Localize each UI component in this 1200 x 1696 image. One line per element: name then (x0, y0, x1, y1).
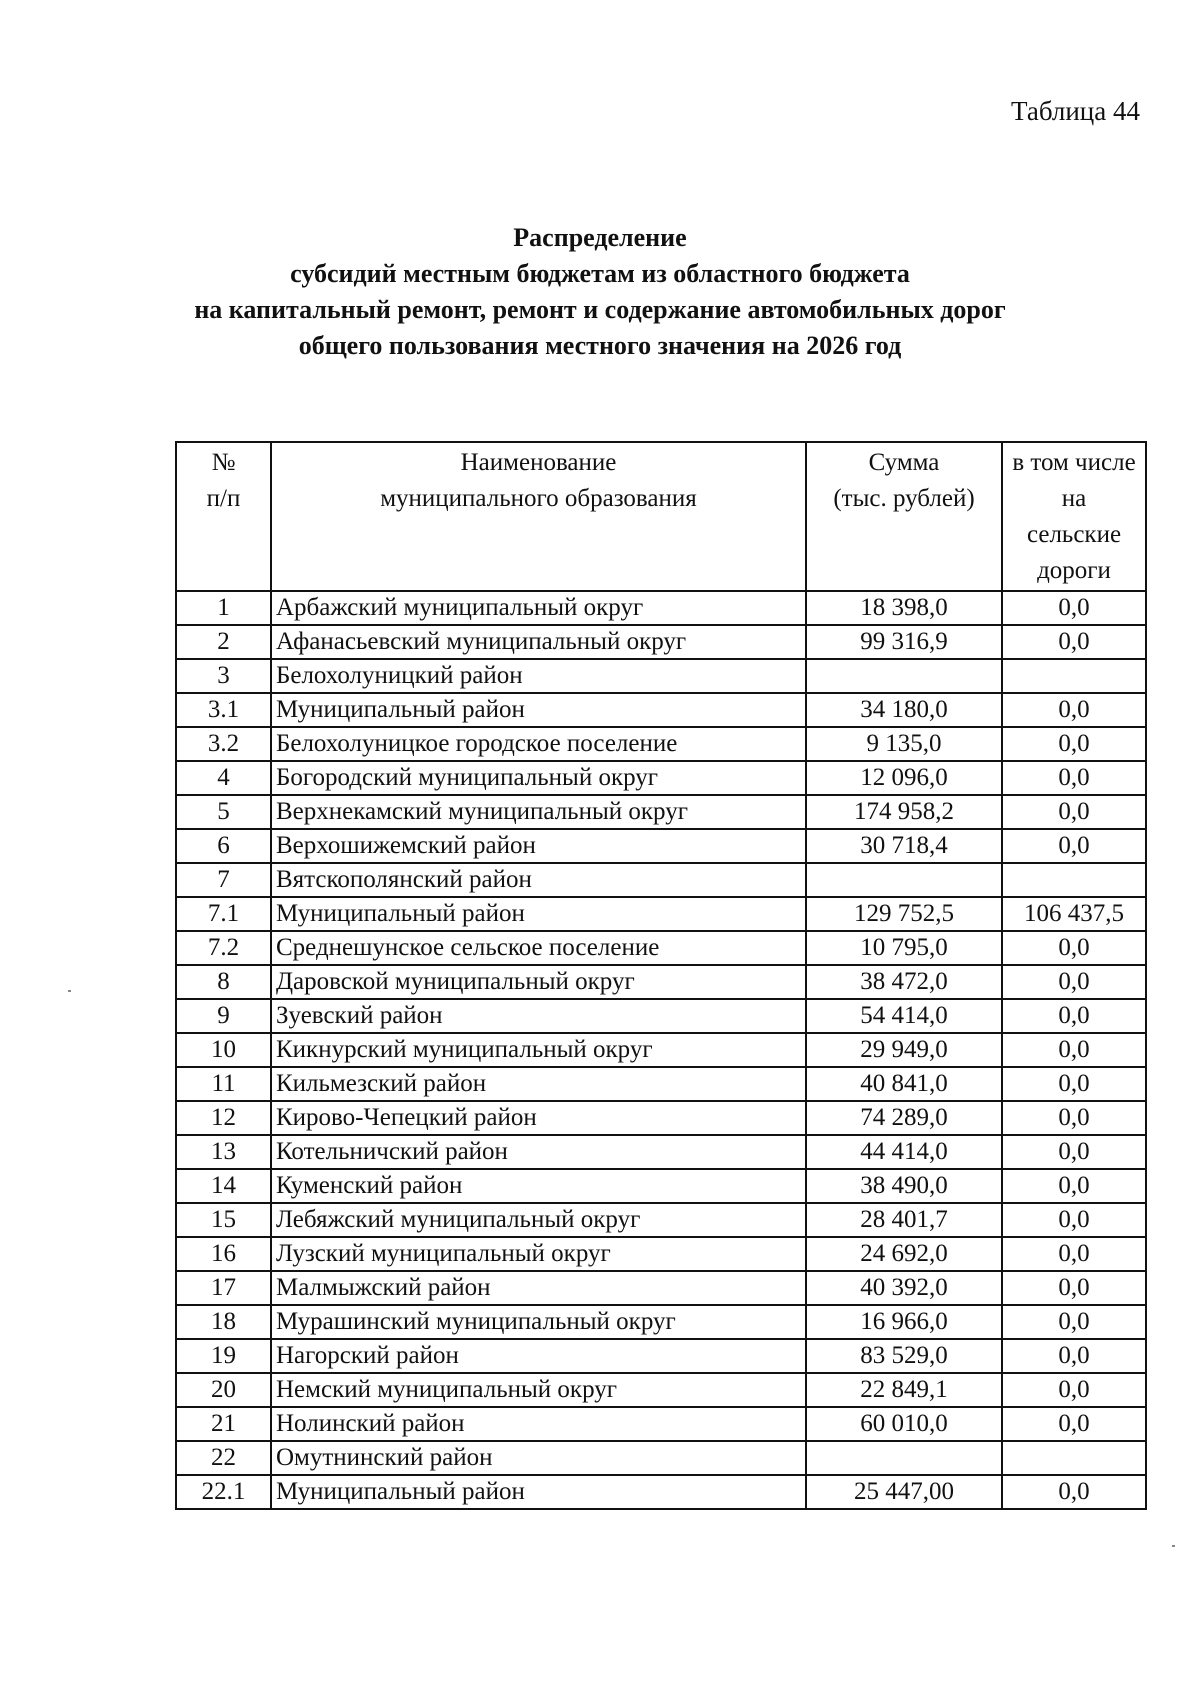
amount-rural-roads: 0,0 (1002, 1271, 1146, 1305)
row-number: 10 (176, 1033, 271, 1067)
amount-rural-roads: 0,0 (1002, 1203, 1146, 1237)
municipality-name: Белохолуницкое городское поселение (271, 727, 806, 761)
municipality-name: Мурашинский муниципальный округ (271, 1305, 806, 1339)
amount-total: 129 752,5 (806, 897, 1002, 931)
amount-total: 40 841,0 (806, 1067, 1002, 1101)
municipality-name: Афанасьевский муниципальный округ (271, 625, 806, 659)
table-row (176, 1101, 1146, 1135)
document-title (0, 220, 1200, 364)
row-number: 19 (176, 1339, 271, 1373)
table-row (176, 727, 1146, 761)
scan-speck (1172, 1545, 1175, 1547)
table-row (176, 863, 1146, 897)
row-number: 8 (176, 965, 271, 999)
table-row (176, 1271, 1146, 1305)
municipality-name: Нагорский район (271, 1339, 806, 1373)
municipality-name: Муниципальный район (271, 897, 806, 931)
amount-total: 29 949,0 (806, 1033, 1002, 1067)
table-row (176, 795, 1146, 829)
row-number: 7.1 (176, 897, 271, 931)
amount-total: 12 096,0 (806, 761, 1002, 795)
amount-rural-roads: 0,0 (1002, 625, 1146, 659)
row-number: 12 (176, 1101, 271, 1135)
municipality-name: Муниципальный район (271, 693, 806, 727)
municipality-name: Зуевский район (271, 999, 806, 1033)
table-row (176, 1373, 1146, 1407)
row-number: 16 (176, 1237, 271, 1271)
amount-total (806, 863, 1002, 897)
amount-rural-roads: 0,0 (1002, 1373, 1146, 1407)
row-number: 7 (176, 863, 271, 897)
municipality-name: Богородский муниципальный округ (271, 761, 806, 795)
row-number: 20 (176, 1373, 271, 1407)
municipality-name: Даровской муниципальный округ (271, 965, 806, 999)
municipality-name: Среднешунское сельское поселение (271, 931, 806, 965)
table-row (176, 1169, 1146, 1203)
row-number: 14 (176, 1169, 271, 1203)
table-row (176, 1067, 1146, 1101)
row-number: 2 (176, 625, 271, 659)
municipality-name: Лебяжский муниципальный округ (271, 1203, 806, 1237)
table-body (176, 591, 1146, 1509)
table-row (176, 1475, 1146, 1509)
municipality-name: Вятскополянский район (271, 863, 806, 897)
municipality-name: Малмыжский район (271, 1271, 806, 1305)
municipality-name: Немский муниципальный округ (271, 1373, 806, 1407)
municipality-name: Омутнинский район (271, 1441, 806, 1475)
table-row (176, 761, 1146, 795)
municipality-name: Кирово-Чепецкий район (271, 1101, 806, 1135)
amount-rural-roads (1002, 1441, 1146, 1475)
amount-total: 34 180,0 (806, 693, 1002, 727)
amount-rural-roads: 0,0 (1002, 1101, 1146, 1135)
row-number: 13 (176, 1135, 271, 1169)
table-row (176, 1033, 1146, 1067)
table-row (176, 897, 1146, 931)
amount-total: 99 316,9 (806, 625, 1002, 659)
municipality-name: Арбажский муниципальный округ (271, 591, 806, 625)
row-number: 3.1 (176, 693, 271, 727)
subsidy-distribution-table (175, 441, 1147, 1510)
table-row (176, 829, 1146, 863)
row-number: 18 (176, 1305, 271, 1339)
row-number: 1 (176, 591, 271, 625)
amount-rural-roads: 0,0 (1002, 761, 1146, 795)
table-row (176, 1237, 1146, 1271)
row-number: 15 (176, 1203, 271, 1237)
row-number: 22 (176, 1441, 271, 1475)
row-number: 22.1 (176, 1475, 271, 1509)
table-row (176, 1339, 1146, 1373)
amount-rural-roads: 0,0 (1002, 965, 1146, 999)
amount-rural-roads: 0,0 (1002, 1169, 1146, 1203)
amount-rural-roads: 0,0 (1002, 999, 1146, 1033)
title-line: субсидий местным бюджетам из областного бюджета (290, 259, 910, 288)
table-row (176, 591, 1146, 625)
row-number: 4 (176, 761, 271, 795)
row-number: 9 (176, 999, 271, 1033)
table-row (176, 1441, 1146, 1475)
amount-rural-roads: 0,0 (1002, 1407, 1146, 1441)
amount-rural-roads: 0,0 (1002, 795, 1146, 829)
amount-total: 44 414,0 (806, 1135, 1002, 1169)
row-number: 5 (176, 795, 271, 829)
title-line: общего пользования местного значения на 2026 год (298, 331, 902, 360)
title-line: Распределение (513, 223, 687, 252)
table-row (176, 1407, 1146, 1441)
municipality-name: Кикнурский муниципальный округ (271, 1033, 806, 1067)
municipality-name: Лузский муниципальный округ (271, 1237, 806, 1271)
table-row (176, 965, 1146, 999)
row-number: 3 (176, 659, 271, 693)
table-row (176, 1135, 1146, 1169)
amount-total: 9 135,0 (806, 727, 1002, 761)
row-number: 21 (176, 1407, 271, 1441)
amount-total: 16 966,0 (806, 1305, 1002, 1339)
amount-rural-roads: 0,0 (1002, 727, 1146, 761)
amount-rural-roads: 0,0 (1002, 693, 1146, 727)
amount-total: 30 718,4 (806, 829, 1002, 863)
amount-rural-roads: 0,0 (1002, 1067, 1146, 1101)
row-number: 7.2 (176, 931, 271, 965)
column-header-sum: Сумма (тыс. рублей) (806, 442, 1002, 591)
municipality-name: Кильмезский район (271, 1067, 806, 1101)
amount-total: 38 490,0 (806, 1169, 1002, 1203)
amount-rural-roads: 0,0 (1002, 1475, 1146, 1509)
amount-total: 174 958,2 (806, 795, 1002, 829)
row-number: 11 (176, 1067, 271, 1101)
table-row (176, 999, 1146, 1033)
amount-total: 54 414,0 (806, 999, 1002, 1033)
row-number: 3.2 (176, 727, 271, 761)
column-header-number: № п/п (176, 442, 271, 591)
row-number: 6 (176, 829, 271, 863)
amount-total: 18 398,0 (806, 591, 1002, 625)
table-row (176, 693, 1146, 727)
amount-total: 22 849,1 (806, 1373, 1002, 1407)
municipality-name: Нолинский район (271, 1407, 806, 1441)
table-number-label: Таблица 44 (1011, 96, 1140, 126)
amount-total: 40 392,0 (806, 1271, 1002, 1305)
amount-rural-roads: 0,0 (1002, 931, 1146, 965)
amount-total (806, 659, 1002, 693)
scan-speck (68, 990, 71, 992)
amount-total: 74 289,0 (806, 1101, 1002, 1135)
amount-rural-roads: 0,0 (1002, 1305, 1146, 1339)
amount-rural-roads: 0,0 (1002, 1135, 1146, 1169)
amount-rural-roads: 106 437,5 (1002, 897, 1146, 931)
amount-rural-roads: 0,0 (1002, 1237, 1146, 1271)
amount-rural-roads: 0,0 (1002, 1033, 1146, 1067)
municipality-name: Куменский район (271, 1169, 806, 1203)
amount-total (806, 1441, 1002, 1475)
amount-total: 10 795,0 (806, 931, 1002, 965)
amount-total: 83 529,0 (806, 1339, 1002, 1373)
amount-total: 60 010,0 (806, 1407, 1002, 1441)
title-line: на капитальный ремонт, ремонт и содержание автомобильных дорог (194, 295, 1006, 324)
municipality-name: Белохолуницкий район (271, 659, 806, 693)
amount-total: 24 692,0 (806, 1237, 1002, 1271)
row-number: 17 (176, 1271, 271, 1305)
table-row (176, 625, 1146, 659)
municipality-name: Верхошижемский район (271, 829, 806, 863)
municipality-name: Котельничский район (271, 1135, 806, 1169)
amount-total: 25 447,00 (806, 1475, 1002, 1509)
column-header-name: Наименование муниципального образования (271, 442, 806, 591)
table-row (176, 659, 1146, 693)
amount-total: 38 472,0 (806, 965, 1002, 999)
municipality-name: Муниципальный район (271, 1475, 806, 1509)
amount-rural-roads: 0,0 (1002, 591, 1146, 625)
table-header-row (176, 442, 1146, 591)
amount-rural-roads: 0,0 (1002, 829, 1146, 863)
column-header-rural-roads: в том числе на сельские дороги (1002, 442, 1146, 591)
amount-total: 28 401,7 (806, 1203, 1002, 1237)
table-row (176, 1305, 1146, 1339)
table-row (176, 931, 1146, 965)
amount-rural-roads (1002, 863, 1146, 897)
table-row (176, 1203, 1146, 1237)
amount-rural-roads: 0,0 (1002, 1339, 1146, 1373)
municipality-name: Верхнекамский муниципальный округ (271, 795, 806, 829)
amount-rural-roads (1002, 659, 1146, 693)
